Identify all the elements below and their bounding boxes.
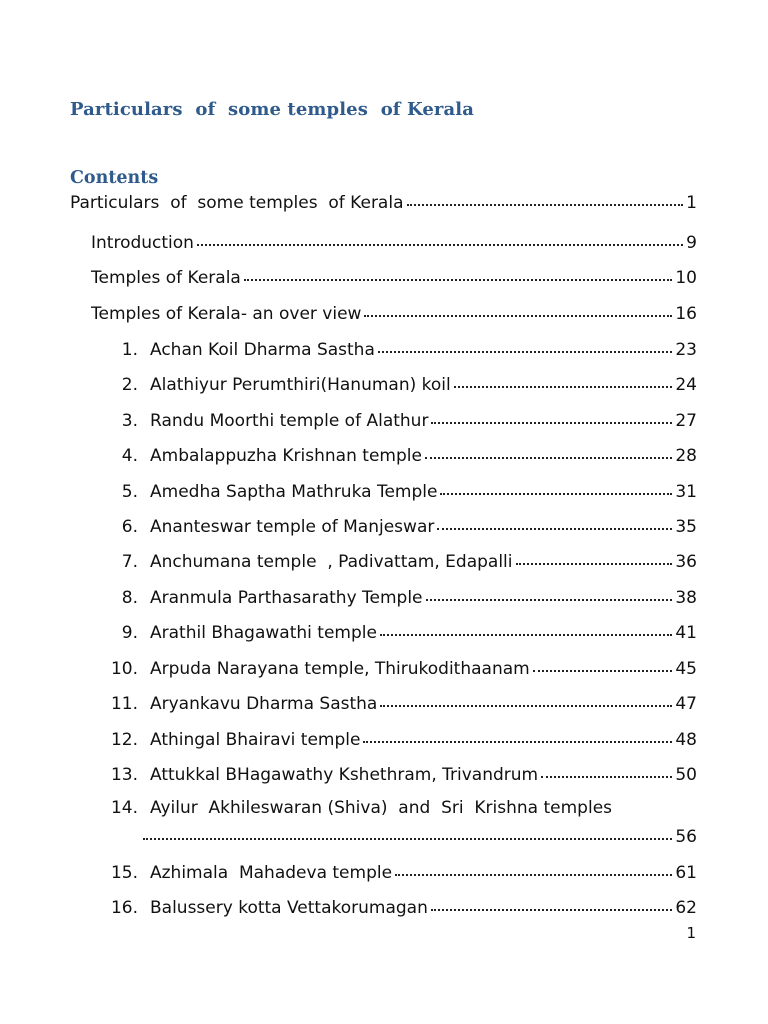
contents-heading: Contents bbox=[70, 168, 159, 188]
toc-entry-label: Anchumana temple , Padivattam, Edapalli bbox=[150, 552, 513, 572]
toc-dot-leader bbox=[143, 824, 672, 842]
toc-entry[interactable] bbox=[102, 443, 697, 467]
toc-entry-page-number: 38 bbox=[675, 588, 697, 608]
toc-dot-leader bbox=[454, 372, 673, 390]
toc-entry-page-number: 1 bbox=[686, 193, 697, 213]
toc-entry-label: Achan Koil Dharma Sastha bbox=[150, 340, 375, 360]
toc-entry[interactable] bbox=[102, 585, 697, 609]
toc-entry[interactable] bbox=[102, 727, 697, 751]
toc-dot-leader bbox=[516, 549, 673, 567]
toc-entry-label: Arpuda Narayana temple, Thirukodithaanam bbox=[150, 659, 530, 679]
toc-entry-page-number: 50 bbox=[675, 765, 697, 785]
toc-entry[interactable] bbox=[102, 691, 697, 715]
toc-entry-page-number: 36 bbox=[675, 552, 697, 572]
toc-entry[interactable] bbox=[102, 372, 697, 396]
toc-entry[interactable] bbox=[102, 479, 697, 503]
toc-entry[interactable] bbox=[102, 762, 697, 786]
toc-dot-leader bbox=[364, 301, 672, 319]
toc-entry-number: 1. bbox=[121, 340, 138, 360]
toc-entry-label: Temples of Kerala- an over view bbox=[91, 304, 362, 324]
toc-entry-number: 10. bbox=[110, 659, 138, 679]
toc-entry-page-number: 16 bbox=[675, 304, 697, 324]
toc-entry-page-number: 23 bbox=[675, 340, 697, 360]
toc-dot-leader bbox=[395, 860, 672, 878]
toc-entry[interactable] bbox=[102, 408, 697, 432]
toc-entry-label: Aranmula Parthasarathy Temple bbox=[150, 588, 423, 608]
toc-entry-label: Ambalappuzha Krishnan temple bbox=[150, 446, 422, 466]
toc-dot-leader bbox=[197, 230, 683, 248]
toc-dot-leader bbox=[378, 337, 672, 355]
toc-entry-label: Azhimala Mahadeva temple bbox=[150, 863, 393, 883]
toc-dot-leader bbox=[363, 727, 672, 745]
toc-dot-leader bbox=[437, 514, 672, 532]
toc-entry-label: Attukkal BHagawathy Kshethram, Trivandrum bbox=[150, 765, 539, 785]
toc-entry[interactable] bbox=[102, 895, 697, 919]
toc-entry-number: 6. bbox=[121, 517, 138, 537]
toc-dot-leader bbox=[533, 656, 673, 674]
toc-entry-label: Athingal Bhairavi temple bbox=[150, 730, 361, 750]
toc-entry-page-number: 62 bbox=[675, 898, 697, 918]
toc-entry-page-number: 41 bbox=[675, 623, 697, 643]
toc-dot-leader bbox=[244, 265, 673, 283]
toc-entry[interactable] bbox=[102, 620, 697, 644]
toc-entry-label: Randu Moorthi temple of Alathur bbox=[150, 411, 429, 431]
page-number: 1 bbox=[686, 924, 696, 942]
toc-entry-page-number: 28 bbox=[675, 446, 697, 466]
toc-entry-number: 12. bbox=[110, 730, 138, 750]
toc-entry-page-number: 31 bbox=[675, 482, 697, 502]
toc-entry-number: 16. bbox=[110, 898, 138, 918]
toc-entry[interactable] bbox=[102, 798, 697, 822]
toc-entry-page-number: 61 bbox=[675, 863, 697, 883]
toc-dot-leader bbox=[380, 691, 672, 709]
toc-entry-page-number: 48 bbox=[675, 730, 697, 750]
toc-entry-page-number: 24 bbox=[675, 375, 697, 395]
toc-entry-number: 8. bbox=[121, 588, 138, 608]
toc-entry-label: Arathil Bhagawathi temple bbox=[150, 623, 377, 643]
toc-entry-label: Aryankavu Dharma Sastha bbox=[150, 694, 378, 714]
toc-entry[interactable] bbox=[91, 301, 697, 325]
toc-entry-label: Temples of Kerala bbox=[91, 268, 241, 288]
toc-entry-label: Ayilur Akhileswaran (Shiva) and Sri Krishna temples bbox=[150, 798, 613, 818]
toc-entry-number: 14. bbox=[110, 798, 138, 818]
toc-entry-number: 5. bbox=[121, 482, 138, 502]
toc-entry-label: Alathiyur Perumthiri(Hanuman) koil bbox=[150, 375, 451, 395]
toc-entry-page-number: 10 bbox=[675, 268, 697, 288]
toc-entry-number: 11. bbox=[110, 694, 138, 714]
toc-entry-page-number: 35 bbox=[675, 517, 697, 537]
toc-entry-label: Introduction bbox=[91, 233, 194, 253]
toc-entry[interactable] bbox=[102, 514, 697, 538]
toc-dot-leader bbox=[380, 620, 672, 638]
toc-entry[interactable] bbox=[140, 824, 697, 848]
toc-entry[interactable] bbox=[102, 549, 697, 573]
toc-entry[interactable] bbox=[102, 337, 697, 361]
toc-entry[interactable] bbox=[91, 230, 697, 254]
toc-entry-page-number: 9 bbox=[686, 233, 697, 253]
toc-entry-label: Ananteswar temple of Manjeswar bbox=[150, 517, 435, 537]
toc-entry-page-number: 56 bbox=[675, 827, 697, 847]
toc-entry[interactable] bbox=[91, 265, 697, 289]
toc-entry-page-number: 27 bbox=[675, 411, 697, 431]
toc-entry-number: 13. bbox=[110, 765, 138, 785]
toc-entry-page-number: 47 bbox=[675, 694, 697, 714]
toc-entry-number: 15. bbox=[110, 863, 138, 883]
toc-entry-label: Amedha Saptha Mathruka Temple bbox=[150, 482, 438, 502]
toc-entry-number: 2. bbox=[121, 375, 138, 395]
toc-entry[interactable] bbox=[102, 860, 697, 884]
toc-entry-label: Particulars of some temples of Kerala bbox=[70, 193, 404, 213]
toc-dot-leader bbox=[426, 585, 673, 603]
toc-dot-leader bbox=[407, 190, 684, 208]
toc-dot-leader bbox=[431, 895, 672, 913]
toc-dot-leader bbox=[541, 762, 672, 780]
toc-entry-page-number: 45 bbox=[675, 659, 697, 679]
toc-dot-leader bbox=[425, 443, 672, 461]
toc-entry-number: 9. bbox=[121, 623, 138, 643]
toc-entry-number: 3. bbox=[121, 411, 138, 431]
toc-entry[interactable] bbox=[70, 190, 697, 214]
toc-entry-number: 7. bbox=[121, 552, 138, 572]
toc-dot-leader bbox=[440, 479, 672, 497]
toc-entry-number: 4. bbox=[121, 446, 138, 466]
toc-entry-label: Balussery kotta Vettakorumagan bbox=[150, 898, 428, 918]
document-title: Particulars of some temples of Kerala bbox=[70, 99, 474, 120]
toc-entry[interactable] bbox=[102, 656, 697, 680]
toc-dot-leader bbox=[431, 408, 672, 426]
